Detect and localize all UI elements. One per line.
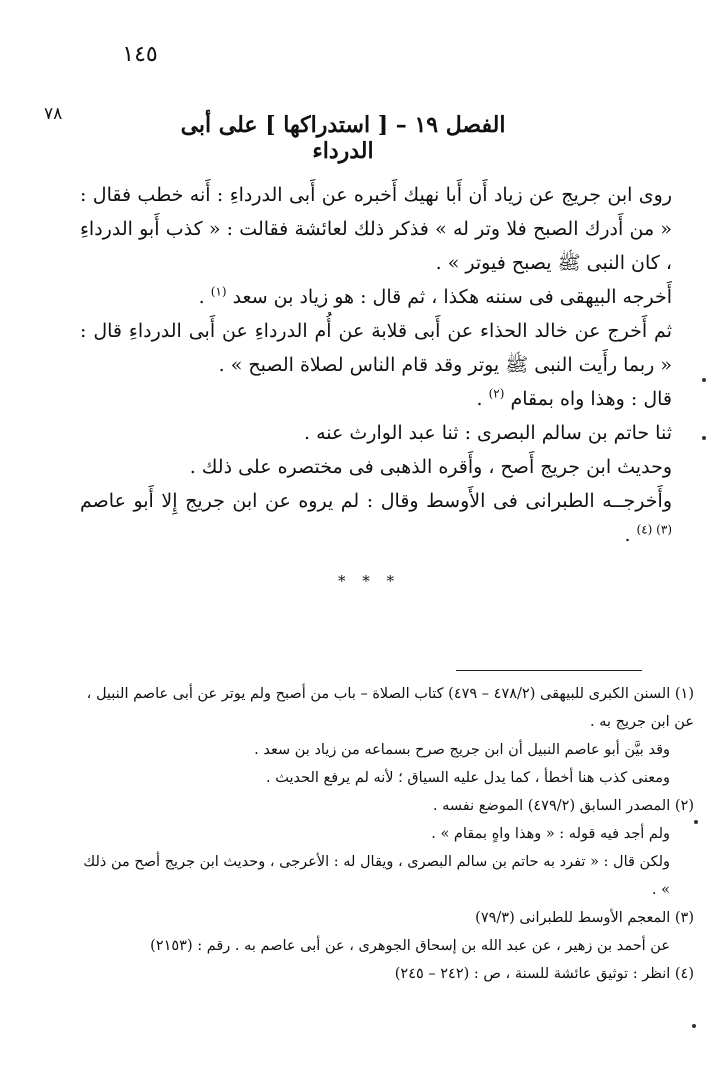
footnotes (80, 680, 694, 988)
paragraph-5: ثنا حاتم بن سالم البصرى : ثنا عبد الوارث عنه . (304, 422, 672, 444)
paragraph-2-end: . (198, 286, 211, 308)
scan-speck (692, 1024, 696, 1028)
paragraph-2-text: أَخرجه البيهقى فى سننه هكذا ، ثم قال : هو زياد بن سعد (232, 286, 672, 308)
paragraph-2 (80, 280, 694, 314)
paragraph-7-text: وأَخرجــه الطبرانى فى الأَوسط وقال : لم يروه عن ابن جريج إِلا أَبو عاصم (80, 490, 672, 512)
section-separator: * * * (338, 572, 401, 590)
paragraph-4-text: قال : وهذا واه بمقام (510, 388, 672, 410)
margin-number: ٧٨ (44, 104, 63, 124)
footnote-1-line-2: وقد بيَّن أبو عاصم النبيل أن ابن جريج صرح بسماعه من زياد بن سعد . (254, 742, 670, 758)
main-text (80, 178, 694, 552)
scan-speck (702, 378, 706, 382)
footnote-4: (٤) انظر : توثيق عائشة للسنة ، ص : (٢٤٢ – ٢٤٥) (394, 966, 694, 982)
scan-speck (694, 820, 698, 824)
paragraph-4-end: . (476, 388, 489, 410)
footnote-rule (456, 670, 642, 671)
chapter-title: الفصل ١٩ – [ استدراكها ] على أبى الدرداء (180, 112, 506, 164)
footnote-3: (٣) المعجم الأوسط للطبرانى (٧٩/٣) (475, 910, 694, 926)
footnote-2: (٢) المصدر السابق (٤٧٩/٢) الموضع نفسه . (432, 798, 694, 814)
page-number: ١٤٥ (122, 42, 158, 67)
footnote-3-line-2: عن أحمد بن زهير ، عن عبد الله بن إسحاق الجوهرى ، عن أبى عاصم به . رقم : (٢١٥٣) (150, 938, 670, 954)
paragraph-3: ثم أَخرج عن خالد الحذاء عن أَبى قلابة عن أُم الدرداءِ عن أَبى الدرداءِ قال : « ربما رأَيت النبى ﷺ يوتر وقد قام الناس لصلاة الصبح » . (80, 320, 672, 376)
footnote-2-line-3: ولكن قال : « تفرد به حاتم بن سالم البصرى ، ويقال له : الأعرجى ، وحديث ابن جريج أصح من ذلك » . (83, 854, 670, 898)
footnote-ref-2: (٢) (488, 386, 505, 401)
paragraph-7 (80, 484, 694, 552)
footnote-ref-1: (١) (210, 284, 227, 299)
footnote-1-line-3: ومعنى كذب هنا أخطأ ، كما يدل عليه السياق ؛ لأنه لم يرفع الحديث . (266, 770, 670, 786)
footnote-ref-3-4: (٣) (٤) (636, 522, 672, 537)
paragraph-7-end: . (624, 524, 637, 546)
paragraph-4 (80, 382, 694, 416)
scan-speck (702, 436, 706, 440)
paragraph-1: روى ابن جريج عن زياد أَن أَبا نهيك أَخبره عن أَبى الدرداءِ : أَنه خطب فقال : « من أَدرك الصبح فلا وتر له » فذكر ذلك لعائشة فقالت : « كذب أَبو الدرداءِ ، كان النبى ﷺ يصبح فيوتر » . (80, 184, 672, 274)
paragraph-6: وحديث ابن جريج أَصح ، وأَقره الذهبى فى مختصره على ذلك . (189, 456, 672, 478)
footnote-2-line-2: ولم أجد فيه قوله : « وهذا واهٍ بمقام » . (431, 826, 670, 842)
footnote-1: (١) السنن الكبرى للبيهقى (٤٧٨/٢ – ٤٧٩) كتاب الصلاة – باب من أصبح ولم يوتر عن أبى عاصم النبيل ، عن ابن جريج به . (86, 686, 694, 730)
